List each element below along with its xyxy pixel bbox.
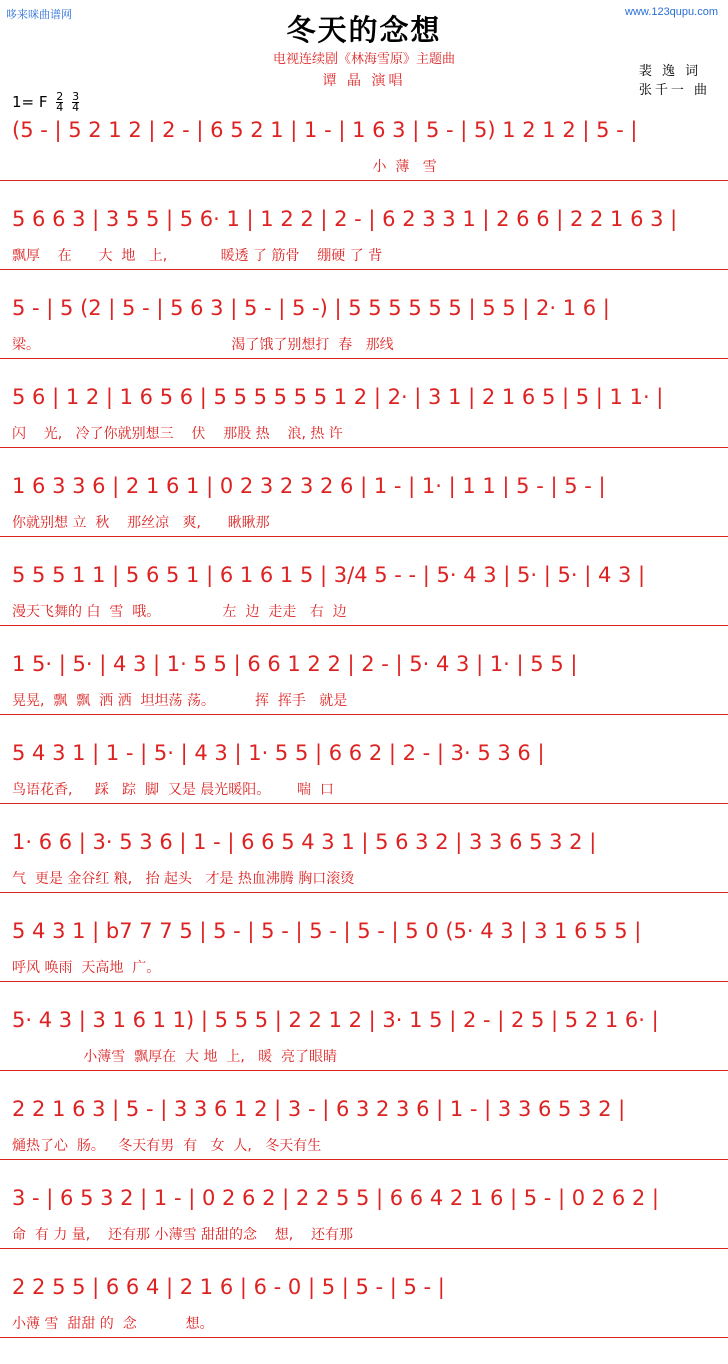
score-system: [0, 741, 728, 830]
key-signature: [12, 92, 79, 113]
score-system: [0, 563, 728, 652]
credits: [639, 62, 710, 100]
lyric-line: 鸟语花香, 踩 踪 脚 又是 晨光暖阳。 喘 口: [12, 782, 334, 798]
lyric-line: 小薄雪 飘厚在 大 地 上, 暖 亮了眼睛: [12, 1049, 338, 1065]
system-divider: [0, 625, 728, 626]
lyric-line: 飘厚 在 大 地 上, 暖透 了 筋骨 绷硬 了 背: [12, 248, 383, 264]
note-line: 5 4 3 1 | b7 7 7 5 | 5 - | 5 - | 5 - | 5 - | 5 0 (5· 4 3 | 3 1 6 5 5 |: [12, 919, 642, 943]
score: [0, 118, 728, 1364]
note-line: 5 5 5 1 1 | 5 6 5 1 | 6 1 6 1 5 | 3/4 5 - - | 5· 4 3 | 5· | 5· | 4 3 |: [12, 563, 646, 587]
system-divider: [0, 269, 728, 270]
singer-credit: 谭 晶 演唱: [322, 73, 406, 89]
system-divider: [0, 1070, 728, 1071]
score-system: [0, 1008, 728, 1097]
note-line: 1 6 3 3 6 | 2 1 6 1 | 0 2 3 2 3 2 6 | 1 - | 1· | 1 1 | 5 - | 5 - |: [12, 474, 606, 498]
lyric-line: 呼风 唤雨 天高地 广。: [12, 960, 161, 976]
score-system: [0, 1097, 728, 1186]
note-line: 1· 6 6 | 3· 5 3 6 | 1 - | 6 6 5 4 3 1 | 5 6 3 2 | 3 3 6 5 3 2 |: [12, 830, 597, 854]
lyricist-credit: 裴 逸 词: [638, 64, 702, 79]
note-line: 1 5· | 5· | 4 3 | 1· 5 5 | 6 6 1 2 2 | 2 - | 5· 4 3 | 1· | 5 5 |: [12, 652, 578, 676]
lyric-line: 你就别想 立 秋 那丝凉 爽, 瞅瞅那: [12, 515, 270, 531]
watermark-right: www.123qupu.com: [625, 6, 718, 18]
score-system: [0, 1275, 728, 1364]
note-line: 5 4 3 1 | 1 - | 5· | 4 3 | 1· 5 5 | 6 6 2 | 2 - | 3· 5 3 6 |: [12, 741, 545, 765]
system-divider: [0, 358, 728, 359]
score-system: [0, 919, 728, 1008]
system-divider: [0, 180, 728, 181]
system-divider: [0, 981, 728, 982]
page-title: 冬天的念想: [286, 13, 442, 47]
note-line: 2 2 5 5 | 6 6 4 | 2 1 6 | 6 - 0 | 5 | 5 - | 5 - |: [12, 1275, 445, 1299]
score-system: [0, 385, 728, 474]
meter-2-4: $\frac{2}{4}$: [56, 90, 64, 114]
lyric-line: 漫天飞舞的 白 雪 哦。 左 边 走走 右 边: [12, 604, 347, 620]
system-divider: [0, 803, 728, 804]
lyric-line: 命 有 力 量, 还有那 小薄雪 甜甜的念 想, 还有那: [12, 1227, 354, 1243]
lyric-line: 梁。 渴了饿了别想打 春 那线: [12, 337, 394, 353]
lyric-line: 小薄 雪 甜甜 的 念 想。: [12, 1316, 214, 1332]
lyric-line: 小 薄 雪: [12, 159, 437, 175]
watermark-left: 哆来咪曲谱网: [6, 9, 72, 21]
score-system: [0, 118, 728, 207]
note-line: 5· 4 3 | 3 1 6 1 1) | 5 5 5 | 2 2 1 2 | 3· 1 5 | 2 - | 2 5 | 5 2 1 6· |: [12, 1008, 659, 1032]
note-line: 2 2 1 6 3 | 5 - | 3 3 6 1 2 | 3 - | 6 3 2 3 6 | 1 - | 3 3 6 5 3 2 |: [12, 1097, 626, 1121]
score-system: [0, 474, 728, 563]
subtitle: 电视连续剧《林海雪原》主题曲: [272, 52, 455, 67]
system-divider: [0, 1159, 728, 1160]
system-divider: [0, 447, 728, 448]
system-divider: [0, 1248, 728, 1249]
composer-credit: 张千一 曲: [638, 83, 710, 98]
score-system: [0, 830, 728, 919]
lyric-line: 熥热了心 肠。 冬天有男 有 女 人, 冬天有生: [12, 1138, 322, 1154]
lyric-line: 闪 光, 冷了你就别想三 伏 那股 热 浪, 热 许: [12, 426, 343, 442]
system-divider: [0, 892, 728, 893]
system-divider: [0, 536, 728, 537]
note-line: (5 - | 5 2 1 2 | 2 - | 6 5 2 1 | 1 - | 1 6 3 | 5 - | 5) 1 2 1 2 | 5 - |: [12, 118, 638, 142]
note-line: 5 6 | 1 2 | 1 6 5 6 | 5 5 5 5 5 5 1 2 | 2· | 3 1 | 2 1 6 5 | 5 | 1 1· |: [12, 385, 664, 409]
system-divider: [0, 714, 728, 715]
meter-3-4: $\frac{3}{4}$: [72, 90, 80, 114]
score-system: [0, 296, 728, 385]
note-line: 5 6 6 3 | 3 5 5 | 5 6· 1 | 1 2 2 | 2 - | 6 2 3 3 1 | 2 6 6 | 2 2 1 6 3 |: [12, 207, 678, 231]
score-system: [0, 652, 728, 741]
note-line: 3 - | 6 5 3 2 | 1 - | 0 2 6 2 | 2 2 5 5 | 6 6 4 2 1 6 | 5 - | 0 2 6 2 |: [12, 1186, 659, 1210]
lyric-line: 气 更是 金谷红 粮, 抬 起头 才是 热血沸腾 胸口滚烫: [12, 871, 355, 887]
note-line: 5 - | 5 (2 | 5 - | 5 6 3 | 5 - | 5 -) | 5 5 5 5 5 5 | 5 5 | 2· 1 6 |: [12, 296, 610, 320]
score-system: [0, 207, 728, 296]
key-label: 1= F: [12, 93, 48, 111]
system-divider: [0, 1337, 728, 1338]
score-system: [0, 1186, 728, 1275]
lyric-line: 晃晃, 飘 飘 洒 洒 坦坦荡 荡。 挥 挥手 就是: [12, 693, 348, 709]
